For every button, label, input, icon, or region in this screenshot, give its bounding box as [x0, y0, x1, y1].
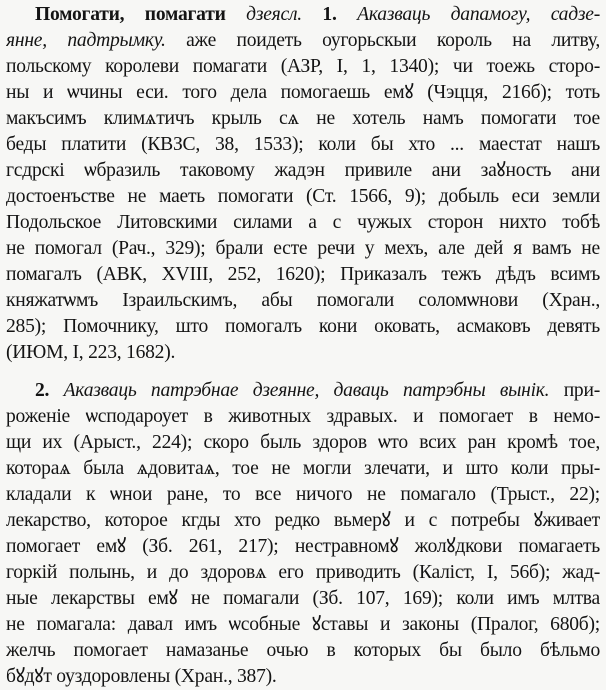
citation-text: аже поидеть оугорьскыи король на литву, — [165, 30, 600, 51]
text-line: лекарство, которое кгды хто редко вьмерꙋ и с потребы ꙋживает — [6, 510, 600, 531]
text-line: ны и ѡчины еси. того дела помогаешь емꙋ (Чэцця, 216б); тоть — [6, 82, 600, 103]
text-line: котораѧ была ѧдовитаѧ, тое не могли злечати, и што коли пры- — [6, 458, 600, 479]
text-line: 285); Помочнику, што помогалъ кони оковать, асмаковъ девять — [6, 316, 600, 337]
text-line: ные лекарствы емꙋ не помагали (Зб. 107, 169); коли имъ млтва — [6, 588, 600, 609]
text-line: горкій полынь, и до здоровѧ его приводить (Каліст, І, 56б); жад- — [6, 562, 600, 583]
text-line: помогает емꙋ (Зб. 261, 217); нестравномꙋ жолꙋдкови помагаеть — [6, 536, 600, 557]
text-line: княжатѡмъ Ізраильскимъ, абы помогали соломѡнови (Хран., — [6, 290, 600, 311]
citation-text: при- — [549, 380, 600, 401]
paragraph-gap — [6, 366, 600, 378]
text-line — [6, 378, 600, 404]
text-line: помагалъ (АВК, XVIII, 252, 1620); Приказалъ тежъ дѣдъ всимъ — [6, 264, 600, 285]
text-line: Подольское Литовскими силами а с чужых сторон нихто тобѣ — [6, 212, 600, 233]
sense-1 — [6, 2, 600, 366]
text-line: кладали к ѡнои ране, то все ничого не помагало (Трыст., 22); — [6, 484, 600, 505]
text-line: макъсимъ климѧтичъ крыль сѧ не хотель намъ помогати тое — [6, 108, 600, 129]
text-line: польскому королеви помагати (АЗР, І, 1, 1340); чи тоежь сторо- — [6, 56, 600, 77]
text-line: беды платити (КВЗС, 38, 1533); коли бы хто ... маестат нашъ — [6, 134, 600, 155]
definition: янне, падтрымку. — [6, 30, 166, 51]
sense-number: 2. — [35, 380, 50, 401]
headword: Помогати, помагати — [35, 4, 226, 25]
text-line — [6, 28, 600, 54]
definition: Аказваць дапамогу, садзе- — [336, 4, 600, 25]
text-line: не помагала: давал имъ ѡсобные ꙋставы и законы (Пралог, 680б); — [6, 614, 600, 635]
text-line: бꙋдꙋт оуздоровлены (Хран., 387). — [6, 666, 277, 687]
text-line: достоенъстве не маеть помогати (Ст. 1566, 9); добыль еси земли — [6, 186, 600, 207]
text-line: гсдрскі ѡбразиль таковому жадэн привиле ани заꙋность ани — [6, 160, 600, 181]
part-of-speech: дзеясл. — [225, 4, 302, 25]
definition: Аказваць патрэбнае дзеянне, даваць патрэбны вынік. — [49, 380, 550, 401]
text-line — [6, 2, 600, 28]
sense-2 — [6, 378, 600, 690]
text-line: желчь помогает намазанье очью в которых бы было бѣльмо — [6, 640, 600, 661]
text-line: не помогал (Рач., 329); брали есте речи у мехъ, але дей я вамъ не — [6, 238, 600, 259]
text-line: щи их (Арыст., 224); скоро быль здоров ѡто всих ран кромѣ тое, — [6, 432, 600, 453]
sense-number: 1. — [301, 4, 337, 25]
text-line: (ИЮМ, І, 223, 1682). — [6, 342, 176, 363]
text-line: роженіе ѡсподароует в животных здравых. и помогает в немо- — [6, 406, 600, 427]
